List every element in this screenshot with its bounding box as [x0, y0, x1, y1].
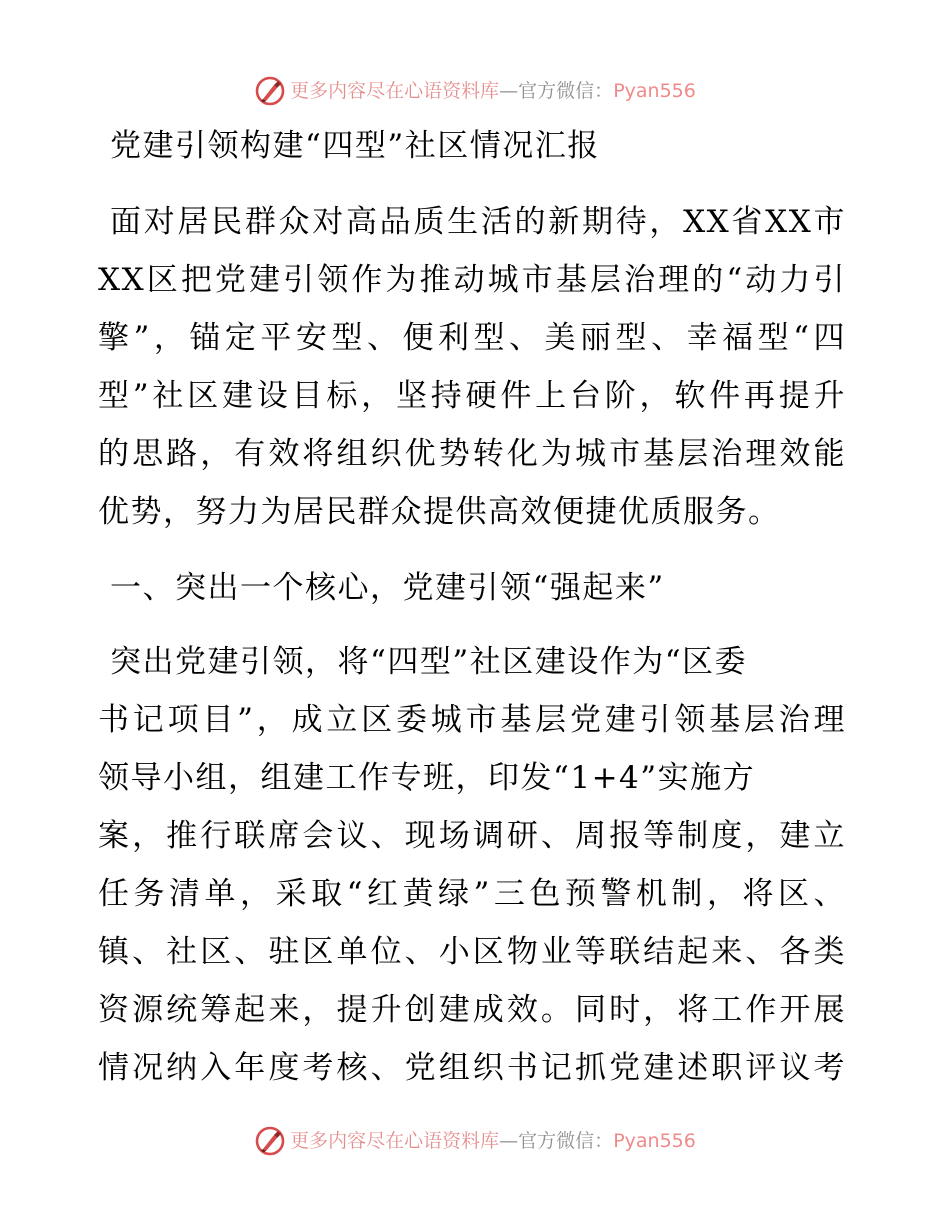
section1-line-4: 案，推行联席会议、现场调研、周报等制度，建立: [98, 818, 846, 854]
section1-line-1: 突出党建引领，将“四型”社区建设作为“区委: [110, 644, 748, 680]
watermark-text: 更多内容尽在心语资料库—官方微信：Pyan556: [290, 80, 696, 102]
section1-line-7: 资源统筹起来，提升创建成效。同时，将工作开展: [98, 992, 846, 1028]
intro-line-2: XX区把党建引领作为推动城市基层治理的“动力引: [98, 262, 846, 298]
section1-line-8: 情况纳入年度考核、党组织书记抓党建述职评议考: [98, 1050, 846, 1086]
section1-line-3: 领导小组，组建工作专班，印发“1+4”实施方: [98, 760, 756, 796]
watermark-top: [0, 74, 950, 108]
watermark-bottom: [0, 1124, 950, 1158]
pen-logo-icon: [254, 1125, 286, 1157]
section1-line-6: 镇、社区、驻区单位、小区物业等联结起来、各类: [98, 934, 846, 970]
section1-line-2: 书记项目”，成立区委城市基层党建引领基层治理: [98, 702, 846, 738]
intro-line-5: 的思路，有效将组织优势转化为城市基层治理效能: [98, 436, 846, 472]
section-heading-1: 一、突出一个核心，党建引领“强起来”: [110, 570, 665, 606]
watermark-text: 更多内容尽在心语资料库—官方微信：Pyan556: [290, 1130, 696, 1152]
intro-line-1: 面对居民群众对高品质生活的新期待，XX省XX市: [110, 204, 846, 240]
intro-line-3: 擎”，锚定平安型、便利型、美丽型、幸福型“四: [98, 320, 846, 356]
section1-line-5: 任务清单，采取“红黄绿”三色预警机制，将区、: [98, 876, 846, 912]
pen-logo-icon: [254, 75, 286, 107]
intro-line-6: 优势，努力为居民群众提供高效便捷优质服务。: [98, 494, 781, 530]
intro-line-4: 型”社区建设目标，坚持硬件上台阶，软件再提升: [98, 378, 846, 414]
document-title: 党建引领构建“四型”社区情况汇报: [110, 128, 600, 164]
